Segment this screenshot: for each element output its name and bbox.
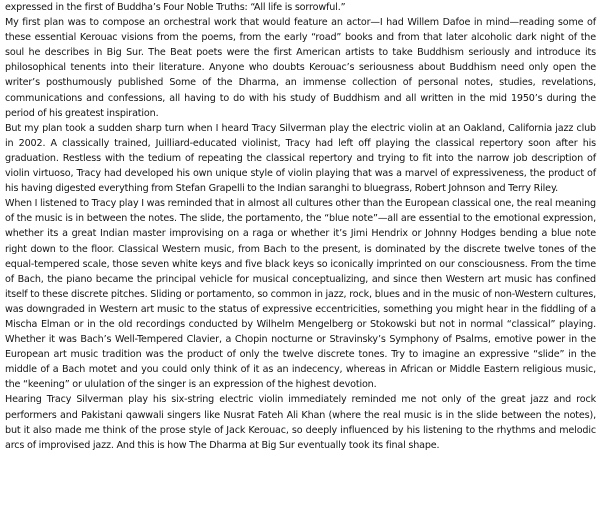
- paragraph-final-shape: Hearing Tracy Silverman play his six-string electric violin immediately reminded me not only of the great jazz and rock performers and Pakistani qawwali singers like Nusrat Fateh Ali Khan (where the real music is in the slide between the notes), but it also made me think of the prose style of Jack Kerouac, so deeply influenced by his listening to the rhythms and melodic arcs of improvised jazz. And this is how The Dharma at Big Sur eventually took its final shape.: [5, 394, 596, 451]
- paragraph-continuation: expressed in the first of Buddha’s Four Noble Truths: “All life is sorrowful.”: [5, 2, 346, 13]
- paragraph-between-the-notes: When I listened to Tracy play I was reminded that in almost all cultures other than the European classical one, the real meaning of the music is in between the notes. The slide, the portamento, the “blue note”—all are essential to the emotional expression, whether its a great Indian master improvising on a raga or whether it’s Jimi Hendrix or Johnny Hodges bending a blue note right down to the floor. Classical Western music, from Bach to the present, is dominated by the discrete twelve tones of the equal-tempered scale, those seven white keys and five black keys so iconically imprinted on our consciousness. From the time of Bach, the piano became the principal vehicle for musical conceptualizing, and since then Western art music has confined itself to these discrete pitches. Sliding or portamento, so common in jazz, rock, blues and in the music of non-Western cultures, was downgraded in Western art music to the status of expressive eccentricities, something you might hear in the fiddling of a Mischa Elman or in the old recordings conducted by Wilhelm Mengelberg or Stokowski but not in normal “classical” playing. Whether it was Bach’s Well-Tempered Clavier, a Chopin nocturne or Stravinsky’s Symphony of Psalms, emotive power in the European art music tradition was the product of only the twelve discrete tones. Try to imagine an expressive “slide” in the middle of a Bach motet and you could only think of it as an indecency, whereas in African or Middle Eastern religious music, the “keening” or ululation of the singer is an expression of the highest devotion.: [5, 198, 596, 391]
- paragraph-first-plan: My first plan was to compose an orchestral work that would feature an actor—I had Willem Dafoe in mind—reading some of these essential Kerouac visions from the poems, from the early “road” books and from that later alcoholic dark night of the soul he describes in Big Sur. The Beat poets were the first American artists to take Buddhism seriously and introduce its philosophical tenents into their literature. Anyone who doubts Kerouac’s seriousness about Buddhism need only open the writer’s posthumously published Some of the Dharma, an immense collection of personal notes, studies, revelations, communications and confessions, all having to do with his study of Buddhism and all written in the mid 1950’s during the period of his greatest inspiration.: [5, 17, 596, 119]
- paragraph-sharp-turn: But my plan took a sudden sharp turn when I heard Tracy Silverman play the electric violin at an Oakland, California jazz club in 2002. A classically trained, Juilliard-educated violinist, Tracy had left off playing the classical repertory soon after his graduation. Restless with the tedium of repeating the classical repertory and trying to fit into the narrow job description of violin virtuoso, Tracy had developed his own unique style of violin playing that was a marvel of expressiveness, the product of his having digested everything from Stefan Grapelli to the Indian saranghi to bluegrass, Robert Johnson and Terry Riley.: [5, 122, 596, 195]
